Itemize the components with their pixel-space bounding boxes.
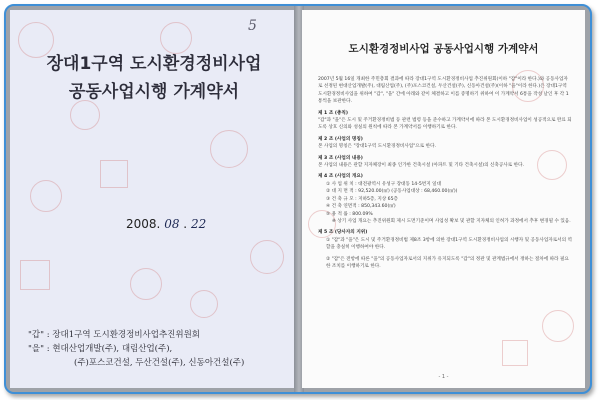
party-gap-value: 장대1구역 도시환경정비사업추진위원회 (52, 330, 201, 340)
document-body (318, 76, 572, 274)
article-4-item: ② 대 지 면 적 : 92,520.00(㎡) (공동사업대상 : 68,460.00(㎡)) (326, 189, 458, 195)
article-2-title: 제 2 조 (사업의 명칭) (318, 136, 363, 142)
seal-stamp (542, 310, 574, 342)
document-title: 도시환경정비사업 공동사업시행 가계약서 (348, 43, 539, 55)
seal-stamp (190, 290, 218, 318)
article-2-body: 본 사업의 명칭은 "장대1구역 도시환경정비사업"으로 한다. (318, 144, 436, 150)
seal-stamp (502, 340, 528, 366)
seal-stamp (100, 160, 128, 188)
date-month: 08 (164, 217, 180, 231)
cover-title (10, 50, 298, 106)
page-footer: - 1 - (438, 374, 449, 380)
party-eul-line2: (주)포스코건설, 두산건설(주), 신동아건설(주) (74, 358, 245, 368)
party-eul (28, 342, 294, 356)
party-gap (28, 328, 294, 342)
seal-stamp (20, 260, 50, 290)
party-gap-label: "갑" : (28, 330, 50, 340)
date-day: 22 (190, 217, 207, 231)
date-separator: . (183, 217, 188, 231)
party-eul-line1: 현대산업개발(주), 대림산업(주), (52, 344, 173, 354)
contract-page (302, 10, 585, 388)
contract-date (126, 217, 206, 231)
intro-paragraph: 2007년 5월 16일 개최한 주민총회 결과에 따라 장대1구역 도시환경정비사업 추진위원회(이하 "갑"이라 한다.)와 공동사업자로 선정된 현대산업개발(주), 대림산업(주), (주)포스코건설, 두산건설(주), 신동아건설(주)(이하 "을"이라 한다.)은 장대1구역 도시환경정비사업을 위하여 "갑", "을" 간에 아래와 같이 체결하고 이를 증명하기 위하여 이 가계약서 6통을 작성 날인 후 각 1통씩을 보관한다. (318, 77, 569, 105)
article-4-item: ⑤ 용 적 률 : 800.09% (326, 211, 373, 217)
article-4-item: ④ 건 축 연면적 : 850,343.60(㎡) (326, 204, 396, 210)
party-eul-label: "을" : (28, 344, 50, 354)
cover-title-line2: 공동사업시행 가계약서 (68, 82, 240, 102)
cover-page (10, 10, 298, 388)
handwritten-page-number: 5 (248, 18, 257, 34)
article-5-item: ① "갑"과 "을"은 도시 및 주거환경정비법 제8조 3항에 의한 장대1구역 도시환경정비사업의 시행자 및 공동사업자로서의 역할을 충실히 이행하여야 한다. (326, 237, 572, 251)
article-5-title: 제 5 조 (당사자의 지위) (318, 230, 368, 236)
date-year: 2008. (126, 217, 161, 231)
article-1-body: "갑"과 "을"은 도시 및 주거환경정비법 등 관련 법령 등을 준수하고 가계약서에 따라 본 도시환경정비사업이 성공적으로 완료 되도록 상호 신의와 성실의 원칙에 따라 본 가계약서를 이행하기로 한다. (318, 118, 572, 131)
cover-title-line1: 장대1구역 도시환경정비사업 (46, 54, 262, 74)
article-1-title: 제 1 조 (총칙) (318, 110, 348, 116)
article-4-item: ① 사 업 위 치 : 대전광역시 유성구 장대동 14-5번지 일대 (326, 181, 442, 187)
scanned-document-spread (4, 4, 592, 394)
article-4-title: 제 4 조 (사업의 개요) (318, 174, 363, 180)
article-3-title: 제 3 조 (사업의 내용) (318, 155, 363, 161)
seal-stamp (210, 130, 248, 168)
article-5-item: ② "갑"은 전항에 따른 "을"의 공동사업자로서의 지위가 유지되도록 "갑"의 정관 및 관계법규에서 정하는 절차에 따라 필요한 조치를 이행하기로 한다. (326, 256, 569, 269)
seal-stamp (250, 240, 284, 274)
seal-stamp (130, 268, 162, 300)
seal-stamp (30, 180, 62, 212)
article-4-item: ③ 건 축 규 모 : 지하5층, 지상 65층 (326, 196, 398, 202)
article-4-note: ※ 상기 사업 개요는 추진위원회 제시 도면기준이며 사업성 확보 및 관할 지자체의 인허가 과정에서 추후 변경될 수 있음. (332, 218, 571, 224)
article-3-body: 본 사업의 내용은 관할 지자체장이 최종 인가한 건축시설 (아파트 및 기타 건축시설)의 신축공사로 한다. (318, 163, 524, 169)
contract-parties (28, 328, 294, 370)
